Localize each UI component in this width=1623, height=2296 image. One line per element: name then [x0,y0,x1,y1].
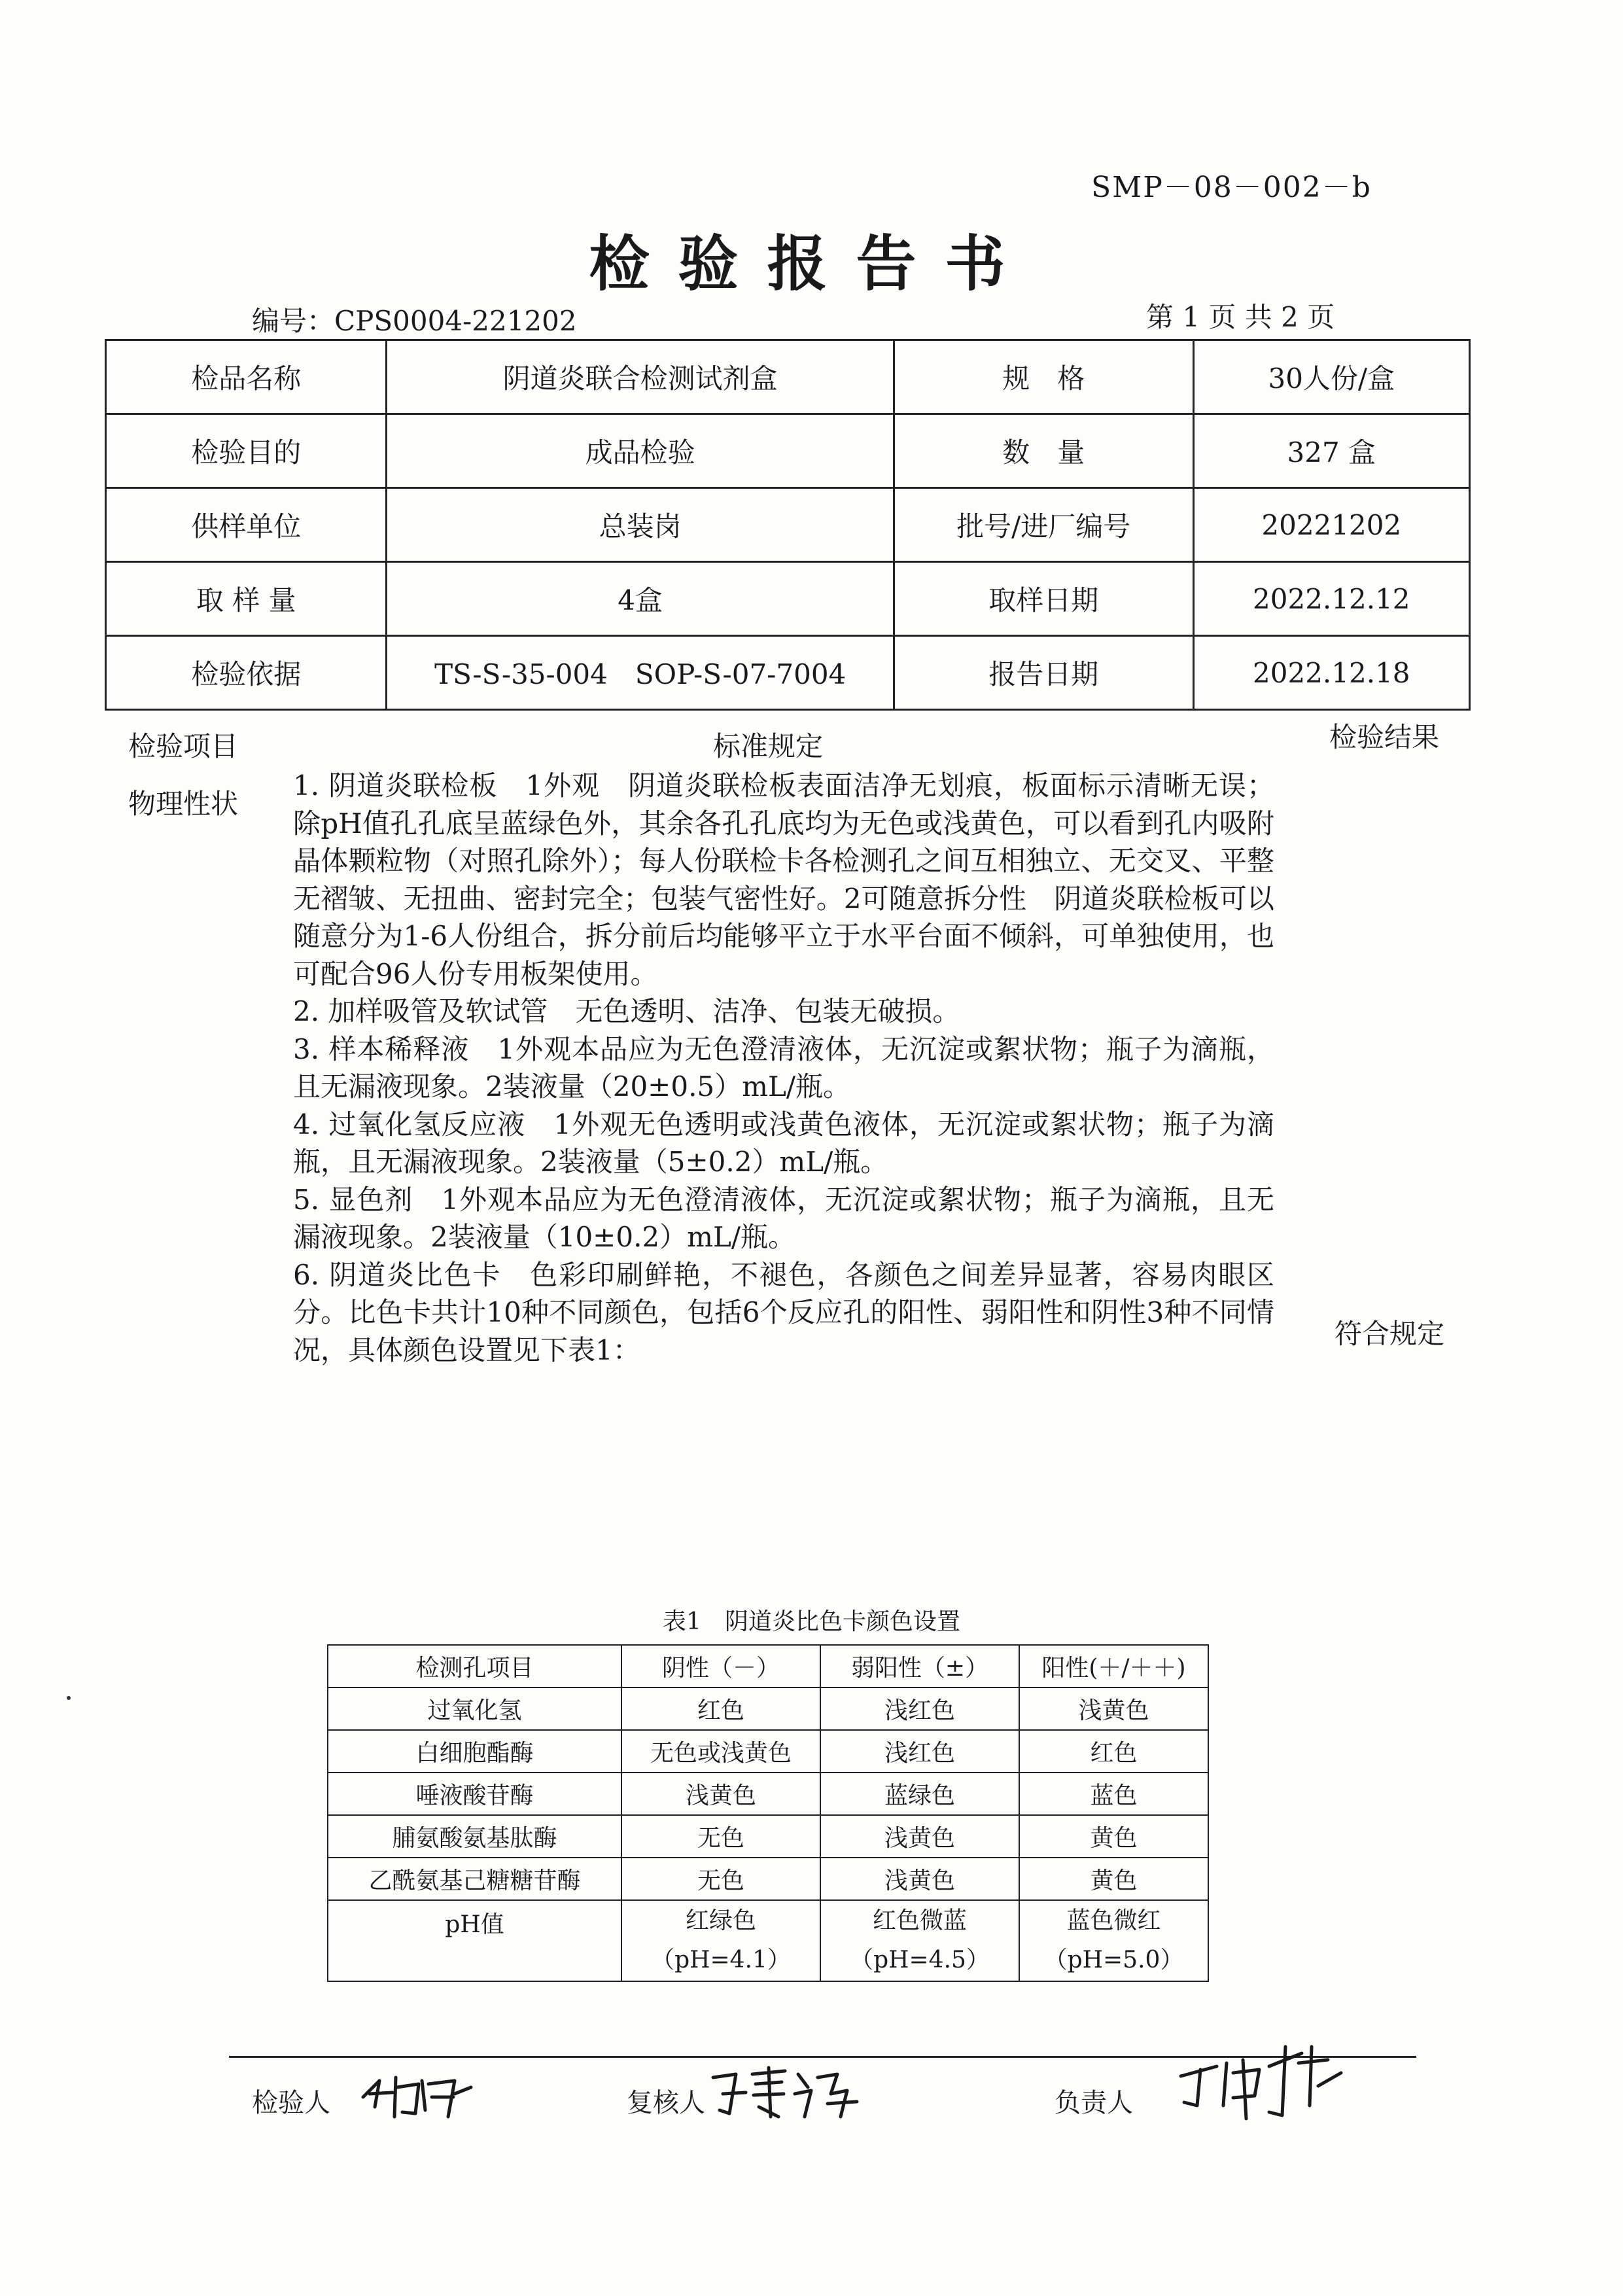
cell-line: （pH=5.0） [1043,1947,1184,1973]
page-number: 第 1 页 共 2 页 [1146,301,1335,333]
page-title: 检验报告书 [589,228,1034,299]
table-cell: 过氧化氢 [328,1687,621,1730]
cell-value: 阴道炎联合检测试剂盒 [387,340,894,414]
serial-number: 编号：CPS0004-221202 [252,305,577,337]
table-row [106,562,1470,636]
cell-line: 红绿色 [685,1907,756,1934]
table-cell: 浅黄色 [820,1815,1019,1858]
standard-paragraph: 5. 显色剂 1外观本品应为无色澄清液体，无沉淀或絮状物；瓶子为滴瓶，且无漏液现象。2装液量（10±0.2）mL/瓶。 [293,1183,1274,1253]
table-row [328,1815,1208,1858]
cell-label: 报告日期 [894,636,1193,710]
cell-value: 2022.12.18 [1193,636,1469,710]
table-cell: 红色 [1019,1730,1208,1773]
document-code: SMP－08－002－b [1091,171,1372,204]
column-header: 检测孔项目 [328,1645,621,1687]
standard-paragraph: 4. 过氧化氢反应液 1外观无色透明或浅黄色液体，无沉淀或絮状物；瓶子为滴瓶，且无漏液现象。2装液量（5±0.2）mL/瓶。 [293,1108,1274,1178]
header-inspection-item: 检验项目 [128,730,239,762]
cell-label: 规 格 [894,340,1193,414]
cell-value: TS-S-35-004 SOP-S-07-7004 [387,636,894,710]
table-row [106,340,1470,414]
table-row [106,636,1470,710]
table-cell [621,1900,820,1981]
table-cell: 红色 [621,1687,820,1730]
standard-paragraph: 2. 加样吸管及软试管 无色透明、洁净、包装无破损。 [293,995,960,1027]
standard-paragraph: 3. 样本稀释液 1外观本品应为无色澄清液体，无沉淀或絮状物；瓶子为滴瓶，且无漏液现象。2装液量（20±0.5）mL/瓶。 [293,1033,1274,1103]
table-cell [1019,1900,1208,1981]
table-row [328,1900,1208,1981]
category-label: 物理性状 [128,788,239,820]
cell-label: 检品名称 [106,340,387,414]
table-cell: 无色 [621,1858,820,1900]
reviewer-label: 复核人 [627,2088,705,2118]
cell-label: 取样日期 [894,562,1193,636]
cell-line: 红色微蓝 [872,1907,967,1934]
table-cell: 浅红色 [820,1687,1019,1730]
scan-speck [67,1696,71,1700]
table-row [106,414,1470,488]
cell-value: 2022.12.12 [1193,562,1469,636]
cell-line: （pH=4.1） [651,1947,791,1973]
table-cell: 蓝绿色 [820,1773,1019,1815]
cell-label: 批号/进厂编号 [894,488,1193,562]
cell-line: 蓝色微红 [1066,1907,1161,1934]
cell-value: 总装岗 [387,488,894,562]
cell-value: 成品检验 [387,414,894,488]
cell-label: 取 样 量 [106,562,387,636]
table-row [328,1730,1208,1773]
table-row [328,1858,1208,1900]
header-result: 检验结果 [1329,721,1440,753]
inspector-label: 检验人 [252,2088,330,2118]
table-cell: 浅黄色 [621,1773,820,1815]
table-cell [820,1900,1019,1981]
column-header: 阴性（－） [621,1645,820,1687]
cell-value: 20221202 [1193,488,1469,562]
cell-value: 30人份/盒 [1193,340,1469,414]
column-header: 阳性(＋/＋＋) [1019,1645,1208,1687]
cell-value: 327 盒 [1193,414,1469,488]
cell-value: 4盒 [387,562,894,636]
table-row [328,1773,1208,1815]
color-table [327,1644,1209,1982]
cell-label: 供样单位 [106,488,387,562]
responsible-signature-icon [1171,2034,1354,2125]
result-text: 符合规定 [1335,1318,1445,1350]
cell-label: 检验依据 [106,636,387,710]
table-cell: 黄色 [1019,1858,1208,1900]
table-row [106,488,1470,562]
table-cell: 浅黄色 [820,1858,1019,1900]
info-table [105,339,1471,711]
table-cell: 浅红色 [820,1730,1019,1773]
table-cell: 蓝色 [1019,1773,1208,1815]
standard-paragraph: 6. 阴道炎比色卡 色彩印刷鲜艳，不褪色，各颜色之间差异显著，容易肉眼区分。比色卡共计10种不同颜色，包括6个反应孔的阳性、弱阳性和阴性3种不同情况，具体颜色设置见下表1： [293,1258,1274,1366]
table-row [328,1687,1208,1730]
table-caption: 表1 阴道炎比色卡颜色设置 [663,1608,960,1635]
reviewer-signature-icon [707,2055,864,2127]
inspector-signature-icon [357,2061,481,2127]
standards-text [293,767,1274,1369]
table-cell: 白细胞酯酶 [328,1730,621,1773]
table-cell: 乙酰氨基己糖糖苷酶 [328,1858,621,1900]
column-header: 弱阳性（±） [820,1645,1019,1687]
cell-line: （pH=4.5） [850,1947,990,1973]
standard-paragraph: 1. 阴道炎联检板 1外观 阴道炎联检板表面洁净无划痕，板面标示清晰无误；除pH值孔孔底呈蓝绿色外，其余各孔孔底均为无色或浅黄色，可以看到孔内吸附晶体颗粒物（对照孔除外）；每人份联检卡各检测孔之间互相独立、无交叉、平整无褶皱、无扭曲、密封完全；包装气密性好。2可随意拆分性 阴道炎联检板可以随意分为1-6人份组合，拆分前后均能够平立于水平台面不倾斜，可单独使用，也可配合96人份专用板架使用。 [293,769,1274,990]
responsible-label: 负责人 [1055,2088,1133,2118]
header-standard: 标准规定 [713,730,824,762]
cell-label: 检验目的 [106,414,387,488]
table-cell: 唾液酸苷酶 [328,1773,621,1815]
cell-label: 数 量 [894,414,1193,488]
table-cell: 无色 [621,1815,820,1858]
table-cell: pH值 [328,1900,621,1981]
table-cell: 黄色 [1019,1815,1208,1858]
table-cell: 浅黄色 [1019,1687,1208,1730]
table-header-row [328,1645,1208,1687]
table-cell: 无色或浅黄色 [621,1730,820,1773]
table-cell: 脯氨酸氨基肽酶 [328,1815,621,1858]
